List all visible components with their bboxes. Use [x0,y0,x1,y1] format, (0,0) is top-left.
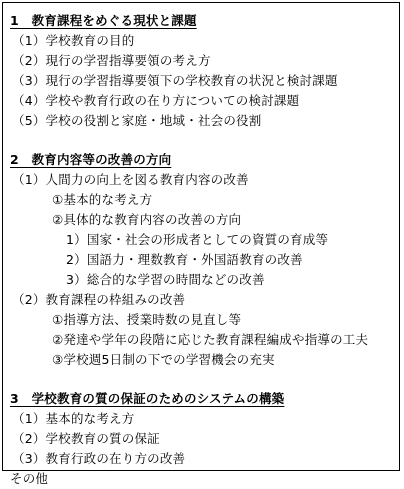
section-3-item: （1）基本的な考え方 [12,411,135,426]
section-2-subsection-title: （1）人間力の向上を図る教育内容の改善 [12,172,249,187]
section-3-item: （3）教育行政の在り方の改善 [12,451,186,466]
section-3-item: （2）学校教育の質の保証 [12,431,160,446]
section-1-item: （1）学校教育の目的 [12,33,135,48]
section-2-point: ①指導方法、授業時数の見直し等 [52,312,242,327]
section-1-item: （2）現行の学習指導要領の考え方 [12,53,211,68]
section-2-detail: 2）国語力・理数教育・外国語教育の改善 [66,252,303,267]
section-1-item: （3）現行の学習指導要領下の学校教育の状況と検討課題 [12,73,338,88]
other-item: その他 [10,471,49,486]
section-1-heading: 1 教育課程をめぐる現状と課題 [10,13,197,28]
section-spacer [10,370,395,389]
section-spacer [10,131,395,150]
section-2-point: ②発達や学年の段階に応じた教育課程編成や指導の工夫 [52,332,369,347]
section-1-item: （5）学校の役割と家庭・地域・社会の役割 [12,113,262,128]
section-2-point: ①基本的な考え方 [52,192,153,207]
outline-frame [2,2,400,486]
section-2-heading: 2 教育内容等の改善の方向 [10,152,172,167]
section-3-heading: 3 学校教育の質の保証のためのシステムの構築 [10,391,285,406]
section-1-item: （4）学校や教育行政の在り方についての検討課題 [12,93,300,108]
section-2-detail: 3）総合的な学習の時間などの改善 [66,272,265,287]
section-2-detail: 1）国家・社会の形成者としての資質の育成等 [66,232,329,247]
section-2-point: ③学校週5日制の下での学習機会の充実 [52,352,275,367]
section-2-point: ②具体的な教育内容の改善の方向 [52,212,242,227]
outline-content [10,11,395,489]
section-2-subsection-title: （2）教育課程の枠組みの改善 [12,292,186,307]
